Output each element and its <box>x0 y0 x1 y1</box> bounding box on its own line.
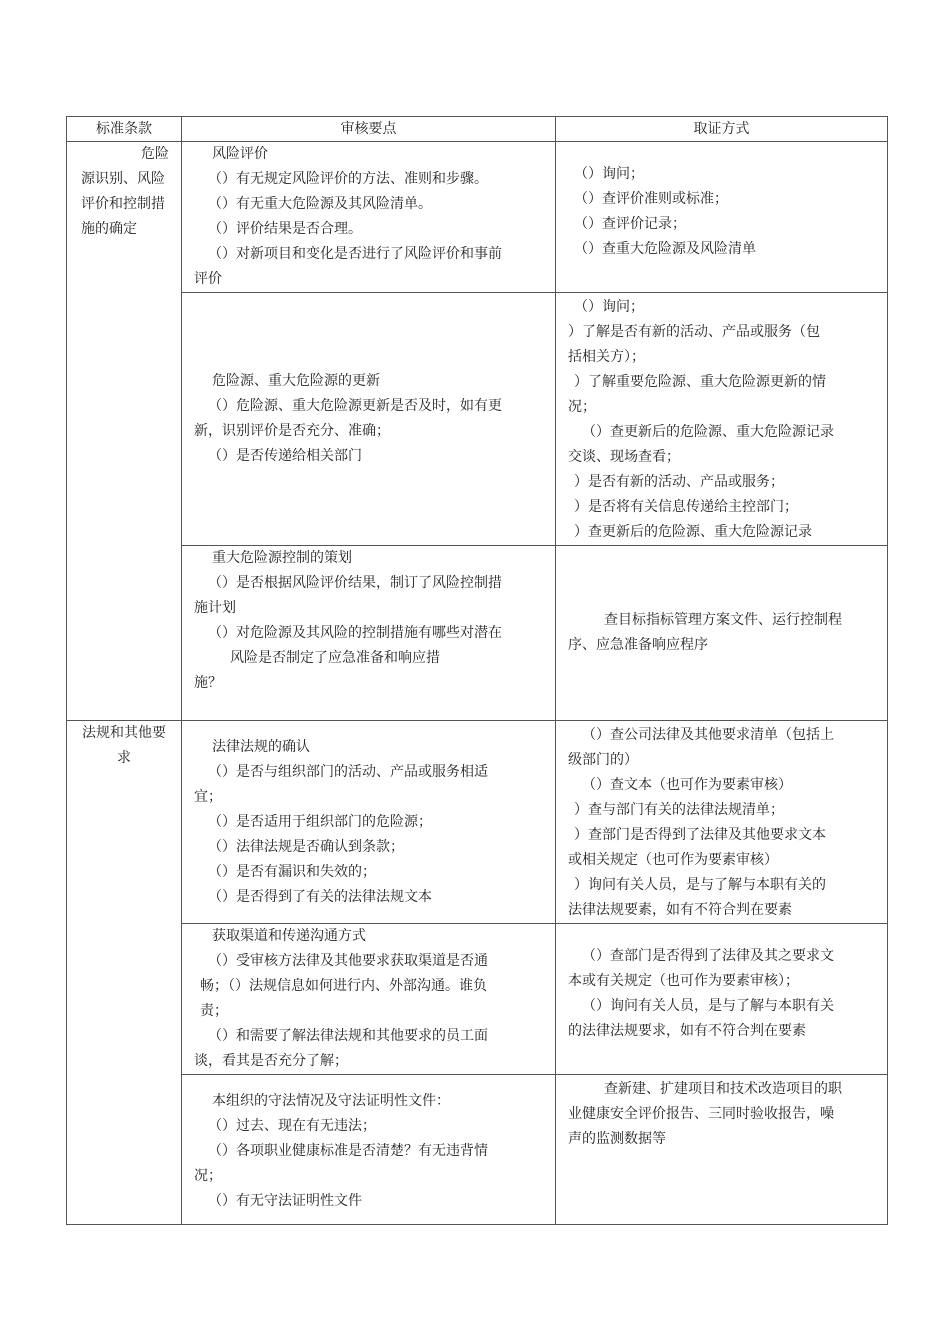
evidence-cell: （）查部门是否得到了法律及其之要求文 本或有关规定（也可作为要素审核）； （）询问有关人员，是与了解与本职有关 的法律法规要求，如有不符合判在要素 <box>556 924 888 1075</box>
standard-clause-cell <box>67 142 182 721</box>
header-evidence-method: 取证方式 <box>556 117 888 142</box>
evidence-cell: （）询问； ）了解是否有新的活动、产品或服务（包 括相关方）； ）了解重要危险源、重大危险源更新的情 况； （）查更新后的危险源、重大危险源记录 交谈、现场查看； ）是否有新的活动、产品或服务； ）是否将有关信息传递给主控部门； ）查更新后的危险源、重大危险源记录 <box>556 293 888 546</box>
evidence-cell: （）查公司法律及其他要求清单（包括上 级部门的） （）查文本（也可作为要素审核） ）查与部门有关的法律法规清单； ）查部门是否得到了法律及其他要求文本 或相关规定（也可作为要素审核） ）询问有关人员，是与了解与本职有关的 法律法规要素，如有不符合判在要素 <box>556 721 888 924</box>
table-row <box>67 293 888 546</box>
header-audit-points: 审核要点 <box>182 117 556 142</box>
header-standard-clause: 标准条款 <box>67 117 182 142</box>
standard-clause-cell <box>67 721 182 1225</box>
table-row <box>67 142 888 293</box>
audit-points-cell: 本组织的守法情况及守法证明性文件： （）过去、现在有无违法； （）各项职业健康标准是否清楚？有无违背情 况； （）有无守法证明性文件 <box>182 1075 556 1225</box>
table-header-row <box>67 117 888 142</box>
evidence-cell: 查新建、扩建项目和技术改造项目的职 业健康安全评价报告、三同时验收报告，噪 声的监测数据等 <box>556 1075 888 1225</box>
evidence-cell: （）询问； （）查评价准则或标准； （）查评价记录； （）查重大危险源及风险清单 <box>556 142 888 293</box>
table-row <box>67 546 888 721</box>
audit-points-cell: 获取渠道和传递沟通方式 （）受审核方法律及其他要求获取渠道是否通 畅；（）法规信息如何进行内、外部沟通。谁负 责； （）和需要了解法律法规和其他要求的员工面 谈，看其是否充分了解； <box>182 924 556 1075</box>
table-row <box>67 721 888 924</box>
standard-clause-text: 法规和其他要 求 <box>82 725 166 766</box>
audit-points-cell: 危险源、重大危险源的更新 （）危险源、重大危险源更新是否及时，如有更 新，识别评价是否充分、准确； （）是否传递给相关部门 <box>182 293 556 546</box>
standard-clause-text: 危险 源识别、风险 评价和控制措 施的确定 <box>81 146 169 237</box>
table-row <box>67 1075 888 1225</box>
audit-points-cell: 法律法规的确认 （）是否与组织部门的活动、产品或服务相适 宜； （）是否适用于组织部门的危险源； （）法律法规是否确认到条款； （）是否有漏识和失效的； （）是否得到了有关的法律法规文本 <box>182 721 556 924</box>
audit-points-cell: 重大危险源控制的策划 （）是否根据风险评价结果，制订了风险控制措 施计划 （）对危险源及其风险的控制措施有哪些对潜在 风险是否制定了应急准备和响应措 施？ <box>182 546 556 721</box>
table-row <box>67 924 888 1075</box>
audit-points-cell: 风险评价 （）有无规定风险评价的方法、准则和步骤。 （）有无重大危险源及其风险清单。 （）评价结果是否合理。 （）对新项目和变化是否进行了风险评价和事前 评价 <box>182 142 556 293</box>
audit-table <box>66 116 888 1225</box>
evidence-cell: 查目标指标管理方案文件、运行控制程 序、应急准备响应程序 <box>556 546 888 721</box>
